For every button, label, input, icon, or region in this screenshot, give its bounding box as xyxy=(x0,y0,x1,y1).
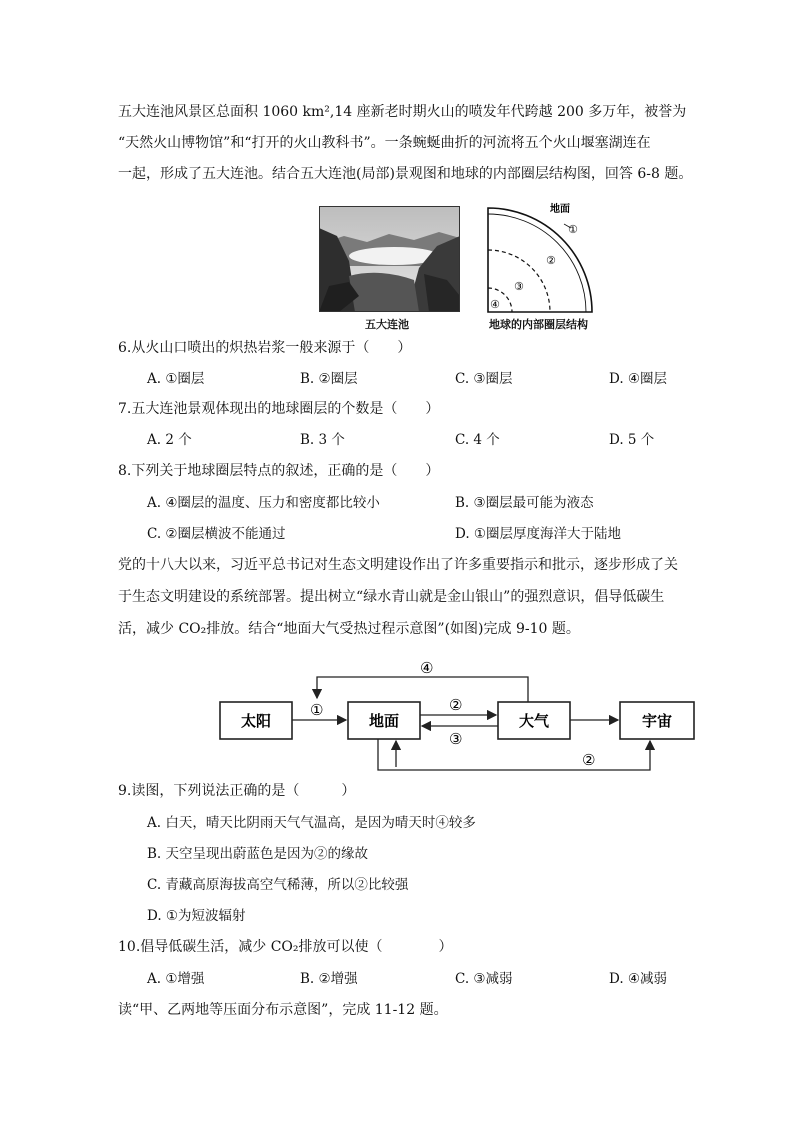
earth-layers-diagram xyxy=(480,200,610,318)
heating-process-diagram xyxy=(200,655,720,780)
q7-option-b: B. 3 个 xyxy=(300,432,345,448)
layer-3-marker: ③ xyxy=(514,280,524,293)
q8-stem: 8.下列关于地球圈层特点的叙述，正确的是（ ） xyxy=(118,463,440,479)
outro-line: 读“甲、乙两地等压面分布示意图”，完成 11-12 题。 xyxy=(118,1002,448,1018)
intro1-line2: “天然火山博物馆”和“打开的火山教科书”。一条蜿蜒曲折的河流将五个火山堰塞湖连在 xyxy=(118,135,651,151)
q10-option-a: A. ①增强 xyxy=(147,971,205,987)
q7-option-c: C. 4 个 xyxy=(455,432,500,448)
intro2-line1: 党的十八大以来，习近平总书记对生态文明建设作出了许多重要指示和批示，逐步形成了关 xyxy=(118,557,678,573)
q10-option-b: B. ②增强 xyxy=(300,971,358,987)
intro1-line3: 一起，形成了五大连池。结合五大连池(局部)景观图和地球的内部圈层结构图，回答 6-8 题。 xyxy=(118,166,693,182)
q7-option-d: D. 5 个 xyxy=(609,432,655,448)
q10-option-d: D. ④减弱 xyxy=(609,971,668,987)
flow-2b-marker: ② xyxy=(582,751,596,769)
layer-1-marker: ① xyxy=(568,223,578,236)
photo-caption: 五大连池 xyxy=(365,318,409,331)
q10-option-c: C. ③减弱 xyxy=(455,971,513,987)
q9-stem: 9.读图，下列说法正确的是（ ） xyxy=(118,783,356,799)
q8-option-a: A. ④圈层的温度、压力和密度都比较小 xyxy=(147,495,380,511)
q6-option-a: A. ①圈层 xyxy=(147,371,205,387)
layer-4-marker: ④ xyxy=(490,298,500,311)
flow-1-marker: ① xyxy=(310,701,324,719)
q6-option-c: C. ③圈层 xyxy=(455,371,513,387)
q9-option-c: C. 青藏高原海拔高空气稀薄，所以②比较强 xyxy=(147,877,409,893)
q7-option-a: A. 2 个 xyxy=(147,432,192,448)
q6-option-d: D. ④圈层 xyxy=(609,371,668,387)
space-box: 宇宙 xyxy=(641,712,673,730)
wudalianchi-photo xyxy=(319,206,460,312)
flow-2-marker: ② xyxy=(449,696,463,714)
intro1-line1: 五大连池风景区总面积 1060 km²,14 座新老时期火山的喷发年代跨越 200 多万年，被誉为 xyxy=(118,104,687,120)
intro2-line2: 于生态文明建设的系统部署。提出树立“绿水青山就是金山银山”的强烈意识，倡导低碳生 xyxy=(118,589,665,605)
q8-option-b: B. ③圈层最可能为液态 xyxy=(455,495,594,511)
layer-2-marker: ② xyxy=(546,254,556,267)
intro2-line3: 活，减少 CO₂排放。结合“地面大气受热过程示意图”(如图)完成 9-10 题。 xyxy=(118,621,580,637)
q9-option-d: D. ①为短波辐射 xyxy=(147,908,246,924)
atmosphere-box: 大气 xyxy=(518,712,550,730)
q9-option-b: B. 天空呈现出蔚蓝色是因为②的缘故 xyxy=(147,846,369,862)
q8-option-d: D. ①圈层厚度海洋大于陆地 xyxy=(455,526,622,542)
q8-option-c: C. ②圈层横波不能通过 xyxy=(147,526,286,542)
q6-option-b: B. ②圈层 xyxy=(300,371,358,387)
ground-box: 地面 xyxy=(368,712,400,730)
sun-box: 太阳 xyxy=(240,712,272,730)
surface-label: 地面 xyxy=(550,204,570,215)
diagram-caption: 地球的内部圈层结构 xyxy=(489,318,588,331)
q6-stem: 6.从火山口喷出的炽热岩浆一般来源于（ ） xyxy=(118,340,412,356)
q9-option-a: A. 白天，晴天比阴雨天气气温高，是因为晴天时④较多 xyxy=(147,815,476,831)
flow-3-marker: ③ xyxy=(449,730,463,748)
q7-stem: 7.五大连池景观体现出的地球圈层的个数是（ ） xyxy=(118,401,440,417)
flow-4-marker: ④ xyxy=(420,659,434,677)
q10-stem: 10.倡导低碳生活，减少 CO₂排放可以使（ ） xyxy=(118,939,453,955)
